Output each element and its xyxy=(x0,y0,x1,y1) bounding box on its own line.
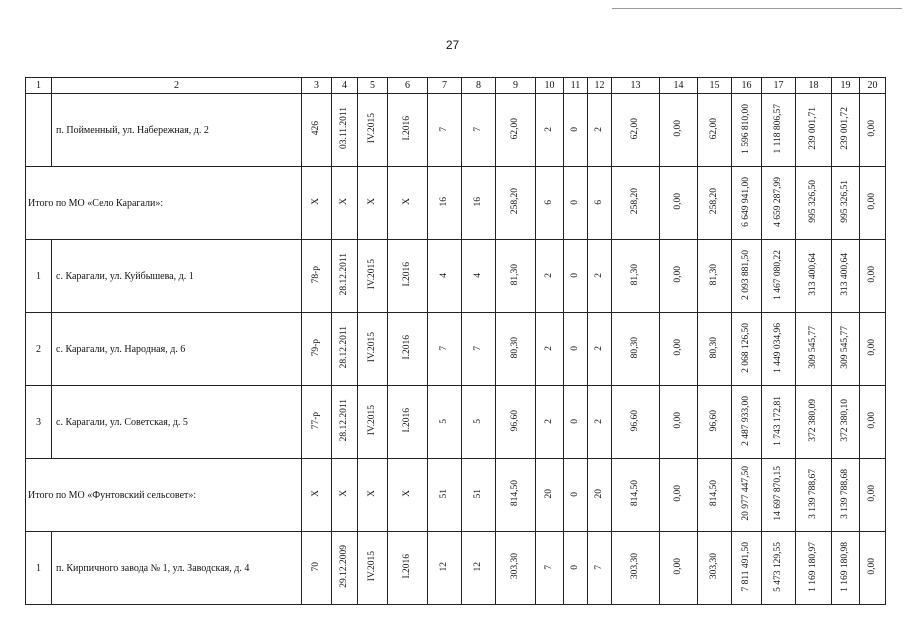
cell-value: 313 400,64 xyxy=(808,253,818,296)
value-cell xyxy=(732,313,762,386)
value-cell xyxy=(536,94,564,167)
value-cell xyxy=(762,313,796,386)
cell-value: 0 xyxy=(570,565,580,570)
column-header: 15 xyxy=(698,78,732,94)
cell-value: IV.2015 xyxy=(367,551,377,582)
value-cell xyxy=(796,94,832,167)
value-cell xyxy=(588,459,612,532)
cell-value: 62,00 xyxy=(510,117,520,140)
row-number xyxy=(26,94,52,167)
cell-value: 16 xyxy=(473,196,483,207)
cell-value: 372 380,09 xyxy=(808,399,818,442)
cell-value: 16 xyxy=(439,196,449,207)
value-cell xyxy=(660,459,698,532)
value-cell xyxy=(832,532,860,605)
address-cell: п. Пойменный, ул. Набережная, д. 2 xyxy=(52,94,302,167)
value-cell xyxy=(698,532,732,605)
cell-value: 0,00 xyxy=(867,485,877,502)
value-cell xyxy=(428,532,462,605)
cell-value: X xyxy=(311,198,321,205)
address-cell: с. Карагали, ул. Советская, д. 5 xyxy=(52,386,302,459)
cell-value: 1 467 080,22 xyxy=(773,249,783,300)
cell-value: X xyxy=(367,198,377,205)
value-cell xyxy=(660,313,698,386)
cell-value: 5 xyxy=(473,419,483,424)
value-cell xyxy=(796,167,832,240)
column-header: 16 xyxy=(732,78,762,94)
value-cell xyxy=(698,459,732,532)
value-cell xyxy=(332,313,358,386)
cell-value: 12 xyxy=(439,561,449,572)
value-cell xyxy=(496,167,536,240)
value-cell xyxy=(462,240,496,313)
cell-value: 0,00 xyxy=(867,558,877,575)
page-number: 27 xyxy=(445,38,460,52)
value-cell xyxy=(302,313,332,386)
value-cell xyxy=(564,313,588,386)
value-cell xyxy=(612,167,660,240)
cell-value: 6 649 941,00 xyxy=(741,176,751,227)
cell-value: 303,30 xyxy=(709,553,719,580)
cell-value: 20 977 447,50 xyxy=(741,466,751,521)
value-cell xyxy=(762,94,796,167)
cell-value: 0,00 xyxy=(867,120,877,137)
address-cell: с. Карагали, ул. Народная, д. 6 xyxy=(52,313,302,386)
cell-value: 1 169 180,97 xyxy=(808,541,818,592)
cell-value: 1 449 034,96 xyxy=(773,322,783,373)
cell-value: 814,50 xyxy=(630,480,640,507)
cell-value: 0 xyxy=(570,492,580,497)
cell-value: 2 487 933,00 xyxy=(741,395,751,446)
value-cell xyxy=(612,459,660,532)
value-cell xyxy=(302,459,332,532)
value-cell xyxy=(860,167,886,240)
cell-value: 51 xyxy=(439,488,449,499)
data-table xyxy=(25,77,886,605)
cell-value: 258,20 xyxy=(630,188,640,215)
value-cell xyxy=(660,94,698,167)
cell-value: 78-р xyxy=(311,265,321,284)
total-label: Итого по МО «Село Карагали»: xyxy=(26,167,302,240)
row-number: 1 xyxy=(26,532,52,605)
cell-value: 239 001,71 xyxy=(808,107,818,150)
total-label: Итого по МО «Фунтовский сельсовет»: xyxy=(26,459,302,532)
cell-value: 62,00 xyxy=(630,117,640,140)
table-row xyxy=(26,532,886,605)
value-cell xyxy=(462,532,496,605)
value-cell xyxy=(796,532,832,605)
cell-value: 0,00 xyxy=(673,485,683,502)
cell-value: 5 473 129,55 xyxy=(773,541,783,592)
cell-value: 0,00 xyxy=(867,193,877,210)
value-cell xyxy=(302,167,332,240)
cell-value: 12 xyxy=(473,561,483,572)
value-cell xyxy=(860,532,886,605)
cell-value: 995 326,51 xyxy=(840,180,850,223)
value-cell xyxy=(564,532,588,605)
column-header: 6 xyxy=(388,78,428,94)
cell-value: 14 697 870,15 xyxy=(773,466,783,521)
column-header: 19 xyxy=(832,78,860,94)
cell-value: 303,30 xyxy=(510,553,520,580)
cell-value: 2 xyxy=(544,419,554,424)
value-cell xyxy=(832,240,860,313)
value-cell xyxy=(496,532,536,605)
cell-value: 80,30 xyxy=(709,336,719,359)
value-cell xyxy=(332,167,358,240)
column-header: 18 xyxy=(796,78,832,94)
cell-value: 313 400,64 xyxy=(840,253,850,296)
value-cell xyxy=(388,167,428,240)
value-cell xyxy=(698,167,732,240)
table-row xyxy=(26,313,886,386)
value-cell xyxy=(358,386,388,459)
value-cell xyxy=(496,94,536,167)
cell-value: 372 380,10 xyxy=(840,399,850,442)
column-header: 3 xyxy=(302,78,332,94)
value-cell xyxy=(332,240,358,313)
value-cell xyxy=(698,94,732,167)
table-row xyxy=(26,386,886,459)
value-cell xyxy=(302,94,332,167)
value-cell xyxy=(388,386,428,459)
value-cell xyxy=(832,313,860,386)
value-cell xyxy=(732,94,762,167)
cell-value: 258,20 xyxy=(709,188,719,215)
column-header: 2 xyxy=(52,78,302,94)
value-cell xyxy=(358,459,388,532)
cell-value: 309 545,77 xyxy=(840,326,850,369)
value-cell xyxy=(564,167,588,240)
cell-value: I.2016 xyxy=(402,408,412,433)
value-cell xyxy=(536,167,564,240)
cell-value: 96,60 xyxy=(630,409,640,432)
value-cell xyxy=(732,386,762,459)
value-cell xyxy=(462,94,496,167)
cell-value: X xyxy=(367,490,377,497)
cell-value: 29.12.2009 xyxy=(339,545,349,588)
value-cell xyxy=(428,459,462,532)
value-cell xyxy=(698,386,732,459)
cell-value: 0,00 xyxy=(867,266,877,283)
value-cell xyxy=(588,386,612,459)
value-cell xyxy=(462,313,496,386)
cell-value: IV.2015 xyxy=(367,405,377,436)
cell-value: X xyxy=(402,198,412,205)
cell-value: 0 xyxy=(570,200,580,205)
column-header: 8 xyxy=(462,78,496,94)
value-cell xyxy=(332,459,358,532)
value-cell xyxy=(496,313,536,386)
value-cell xyxy=(660,532,698,605)
value-cell xyxy=(536,313,564,386)
cell-value: 51 xyxy=(473,488,483,499)
cell-value: 2 xyxy=(594,419,604,424)
value-cell xyxy=(732,167,762,240)
value-cell xyxy=(860,459,886,532)
cell-value: 6 xyxy=(594,200,604,205)
cell-value: 5 xyxy=(439,419,449,424)
cell-value: 7 xyxy=(439,127,449,132)
value-cell xyxy=(762,167,796,240)
value-cell xyxy=(496,459,536,532)
cell-value: 0,00 xyxy=(673,558,683,575)
cell-value: 814,50 xyxy=(510,480,520,507)
cell-value: 2 xyxy=(594,127,604,132)
cell-value: 0,00 xyxy=(867,412,877,429)
value-cell xyxy=(428,313,462,386)
cell-value: 3 139 788,67 xyxy=(808,468,818,519)
value-cell xyxy=(564,94,588,167)
cell-value: 0 xyxy=(570,127,580,132)
value-cell xyxy=(762,532,796,605)
value-cell xyxy=(388,240,428,313)
value-cell xyxy=(698,313,732,386)
value-cell xyxy=(698,240,732,313)
cell-value: 2 xyxy=(594,273,604,278)
cell-value: 81,30 xyxy=(510,263,520,286)
value-cell xyxy=(332,532,358,605)
cell-value: 28.12.2011 xyxy=(339,253,349,296)
column-header: 4 xyxy=(332,78,358,94)
total-row xyxy=(26,459,886,532)
value-cell xyxy=(564,386,588,459)
cell-value: 7 811 491,50 xyxy=(741,541,751,592)
cell-value: 0,00 xyxy=(673,193,683,210)
cell-value: 7 xyxy=(473,346,483,351)
cell-value: 0,00 xyxy=(867,339,877,356)
cell-value: 258,20 xyxy=(510,188,520,215)
cell-value: 0 xyxy=(570,419,580,424)
cell-value: 2 xyxy=(594,346,604,351)
value-cell xyxy=(462,459,496,532)
cell-value: 7 xyxy=(473,127,483,132)
cell-value: I.2016 xyxy=(402,262,412,287)
row-number: 2 xyxy=(26,313,52,386)
cell-value: 1 743 172,81 xyxy=(773,395,783,446)
column-header: 12 xyxy=(588,78,612,94)
cell-value: 309 545,77 xyxy=(808,326,818,369)
value-cell xyxy=(588,532,612,605)
value-cell xyxy=(832,459,860,532)
total-row xyxy=(26,167,886,240)
cell-value: 0,00 xyxy=(673,120,683,137)
cell-value: 1 596 810,00 xyxy=(741,103,751,154)
value-cell xyxy=(762,240,796,313)
value-cell xyxy=(660,240,698,313)
cell-value: 79-р xyxy=(311,338,321,357)
cell-value: 0 xyxy=(570,346,580,351)
value-cell xyxy=(660,386,698,459)
value-cell xyxy=(496,240,536,313)
cell-value: 1 169 180,98 xyxy=(840,541,850,592)
value-cell xyxy=(796,459,832,532)
value-cell xyxy=(588,313,612,386)
value-cell xyxy=(796,386,832,459)
value-cell xyxy=(588,167,612,240)
column-header: 9 xyxy=(496,78,536,94)
value-cell xyxy=(358,240,388,313)
cell-value: 96,60 xyxy=(709,409,719,432)
value-cell xyxy=(428,94,462,167)
cell-value: 2 xyxy=(544,127,554,132)
value-cell xyxy=(860,94,886,167)
cell-value: 2 093 881,50 xyxy=(741,249,751,300)
cell-value: 6 xyxy=(544,200,554,205)
value-cell xyxy=(762,459,796,532)
value-cell xyxy=(388,459,428,532)
cell-value: 28.12.2011 xyxy=(339,399,349,442)
cell-value: 3 139 788,68 xyxy=(840,468,850,519)
value-cell xyxy=(358,532,388,605)
cell-value: X xyxy=(339,490,349,497)
address-cell: п. Кирпичного завода № 1, ул. Заводская, д. 4 xyxy=(52,532,302,605)
cell-value: 7 xyxy=(594,565,604,570)
value-cell xyxy=(388,94,428,167)
cell-value: 2 068 126,50 xyxy=(741,322,751,373)
value-cell xyxy=(762,386,796,459)
cell-value: 0,00 xyxy=(673,339,683,356)
value-cell xyxy=(536,386,564,459)
cell-value: 20 xyxy=(594,488,604,499)
value-cell xyxy=(536,459,564,532)
value-cell xyxy=(564,459,588,532)
cell-value: 2 xyxy=(544,273,554,278)
cell-value: 81,30 xyxy=(630,263,640,286)
value-cell xyxy=(332,386,358,459)
cell-value: I.2016 xyxy=(402,116,412,141)
value-cell xyxy=(860,313,886,386)
value-cell xyxy=(660,167,698,240)
value-cell xyxy=(358,313,388,386)
top-rule xyxy=(612,8,902,9)
value-cell xyxy=(332,94,358,167)
value-cell xyxy=(302,532,332,605)
value-cell xyxy=(832,167,860,240)
column-header: 10 xyxy=(536,78,564,94)
column-header: 1 xyxy=(26,78,52,94)
value-cell xyxy=(860,240,886,313)
value-cell xyxy=(302,240,332,313)
value-cell xyxy=(358,167,388,240)
value-cell xyxy=(732,459,762,532)
cell-value: 03.11.2011 xyxy=(339,107,349,150)
value-cell xyxy=(796,313,832,386)
cell-value: 80,30 xyxy=(510,336,520,359)
cell-value: 239 001,72 xyxy=(840,107,850,150)
value-cell xyxy=(612,386,660,459)
value-cell xyxy=(388,532,428,605)
table-row xyxy=(26,94,886,167)
table-row xyxy=(26,240,886,313)
value-cell xyxy=(732,532,762,605)
cell-value: 426 xyxy=(311,121,321,136)
column-header: 14 xyxy=(660,78,698,94)
value-cell xyxy=(796,240,832,313)
cell-value: I.2016 xyxy=(402,335,412,360)
value-cell xyxy=(860,386,886,459)
cell-value: 0,00 xyxy=(673,266,683,283)
cell-value: I.2016 xyxy=(402,554,412,579)
value-cell xyxy=(536,532,564,605)
row-number: 1 xyxy=(26,240,52,313)
cell-value: 0 xyxy=(570,273,580,278)
cell-value: 81,30 xyxy=(709,263,719,286)
cell-value: 814,50 xyxy=(709,480,719,507)
cell-value: X xyxy=(339,198,349,205)
cell-value: 77-р xyxy=(311,411,321,430)
row-number: 3 xyxy=(26,386,52,459)
cell-value: 2 xyxy=(544,346,554,351)
cell-value: 7 xyxy=(439,346,449,351)
value-cell xyxy=(588,240,612,313)
cell-value: 4 659 287,99 xyxy=(773,176,783,227)
value-cell xyxy=(832,386,860,459)
cell-value: 80,30 xyxy=(630,336,640,359)
cell-value: IV.2015 xyxy=(367,259,377,290)
value-cell xyxy=(428,386,462,459)
value-cell xyxy=(612,532,660,605)
value-cell xyxy=(428,240,462,313)
cell-value: IV.2015 xyxy=(367,113,377,144)
column-header: 17 xyxy=(762,78,796,94)
value-cell xyxy=(388,313,428,386)
value-cell xyxy=(536,240,564,313)
value-cell xyxy=(612,240,660,313)
value-cell xyxy=(564,240,588,313)
column-header: 5 xyxy=(358,78,388,94)
value-cell xyxy=(358,94,388,167)
value-cell xyxy=(428,167,462,240)
value-cell xyxy=(462,167,496,240)
cell-value: 1 118 806,57 xyxy=(773,103,783,154)
cell-value: 4 xyxy=(439,273,449,278)
column-header: 7 xyxy=(428,78,462,94)
value-cell xyxy=(612,94,660,167)
value-cell xyxy=(732,240,762,313)
cell-value: 0,00 xyxy=(673,412,683,429)
cell-value: 28.12.2011 xyxy=(339,326,349,369)
cell-value: X xyxy=(402,490,412,497)
value-cell xyxy=(588,94,612,167)
value-cell xyxy=(832,94,860,167)
cell-value: 20 xyxy=(544,488,554,499)
cell-value: IV.2015 xyxy=(367,332,377,363)
table-header-row xyxy=(26,78,886,94)
cell-value: 7 xyxy=(544,565,554,570)
value-cell xyxy=(462,386,496,459)
cell-value: X xyxy=(311,490,321,497)
column-header: 11 xyxy=(564,78,588,94)
cell-value: 62,00 xyxy=(709,117,719,140)
value-cell xyxy=(496,386,536,459)
cell-value: 995 326,50 xyxy=(808,180,818,223)
cell-value: 96,60 xyxy=(510,409,520,432)
column-header: 13 xyxy=(612,78,660,94)
cell-value: 303,30 xyxy=(630,553,640,580)
value-cell xyxy=(612,313,660,386)
cell-value: 4 xyxy=(473,273,483,278)
address-cell: с. Карагали, ул. Куйбышева, д. 1 xyxy=(52,240,302,313)
column-header: 20 xyxy=(860,78,886,94)
cell-value: 70 xyxy=(311,561,321,572)
value-cell xyxy=(302,386,332,459)
